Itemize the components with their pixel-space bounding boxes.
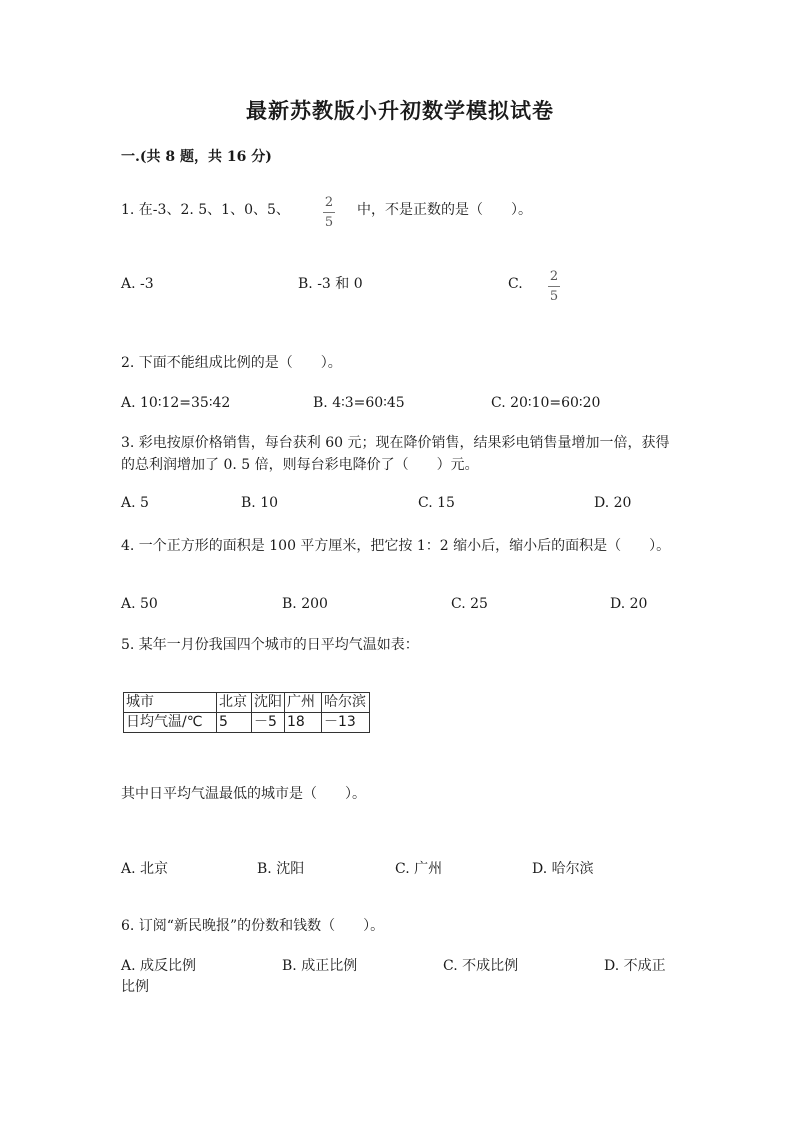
table-cell: 广州 [285, 693, 322, 713]
q4-option-b: B. 200 [282, 596, 328, 612]
q3-stem: 3. 彩电按原价格销售，每台获利 60 元；现在降价销售，结果彩电销售量增加一倍，获得的总利润增加了 0. 5 倍，则每台彩电降价了（ ）元。 [121, 435, 670, 473]
q1-fraction [323, 196, 335, 229]
q2-option-a: A. 10∶12=35∶42 [121, 395, 231, 411]
q6-stem: 6. 订阅“新民晚报”的份数和钱数（ ）。 [121, 918, 385, 934]
q1-option-c: C. [508, 276, 523, 292]
q6-option-b: B. 成正比例 [282, 958, 358, 974]
fraction-bar [548, 286, 560, 287]
table-cell: 城市 [124, 693, 217, 713]
temperature-table [123, 692, 370, 733]
q2-option-c: C. 20∶10=60∶20 [491, 395, 601, 411]
q2-stem: 2. 下面不能组成比例的是（ ）。 [121, 355, 342, 371]
table-cell: 沈阳 [252, 693, 285, 713]
q5-question: 其中日平均气温最低的城市是（ ）。 [121, 786, 366, 802]
q1-option-b: B. -3 和 0 [298, 276, 363, 292]
table-cell: 18 [285, 713, 322, 733]
section-heading: 一.(共 8 题，共 16 分) [121, 149, 272, 165]
q3-option-a: A. 5 [121, 495, 149, 511]
fraction-bar [323, 212, 335, 213]
table-header-row [124, 693, 370, 713]
q4-option-a: A. 50 [121, 596, 158, 612]
page-title: 最新苏教版小升初数学模拟试卷 [246, 98, 554, 123]
q4-stem: 4. 一个正方形的面积是 100 平方厘米，把它按 1：2 缩小后，缩小后的面积是（ ）。 [121, 538, 671, 554]
q6-option-d-continued: 比例 [121, 979, 149, 995]
table-cell: －5 [252, 713, 285, 733]
table-cell: 日均气温/℃ [124, 713, 217, 733]
q3-option-b: B. 10 [241, 495, 279, 511]
q1-stem-part2: 中，不是正数的是（ ）。 [357, 202, 532, 218]
q5-option-b: B. 沈阳 [257, 861, 305, 877]
q1-fraction-numerator: 2 [324, 195, 334, 210]
q4-option-d: D. 20 [610, 596, 648, 612]
table-row [124, 713, 370, 733]
q6-option-d: D. 不成正 [604, 958, 666, 974]
q5-stem: 5. 某年一月份我国四个城市的日平均气温如表： [121, 637, 419, 653]
q5-option-a: A. 北京 [121, 861, 169, 877]
q1-stem-part1: 1. 在-3、2. 5、1、0、5、 [121, 202, 290, 218]
table-cell: 北京 [217, 693, 252, 713]
q5-option-c: C. 广州 [395, 861, 443, 877]
q4-option-c: C. 25 [451, 596, 488, 612]
q1-fraction-denominator: 5 [324, 215, 334, 230]
table-cell: 5 [217, 713, 252, 733]
q6-option-c: C. 不成比例 [443, 958, 519, 974]
q6-option-a: A. 成反比例 [121, 958, 197, 974]
q3-option-c: C. 15 [418, 495, 455, 511]
q1-option-c-numerator: 2 [549, 269, 559, 284]
table-cell: 哈尔滨 [322, 693, 370, 713]
q1-option-a: A. -3 [121, 276, 154, 292]
q1-option-c-fraction [548, 270, 560, 303]
table-cell: －13 [322, 713, 370, 733]
q2-option-b: B. 4∶3=60∶45 [313, 395, 405, 411]
q1-option-c-denominator: 5 [549, 289, 559, 304]
q3-option-d: D. 20 [594, 495, 632, 511]
q5-option-d: D. 哈尔滨 [532, 861, 594, 877]
